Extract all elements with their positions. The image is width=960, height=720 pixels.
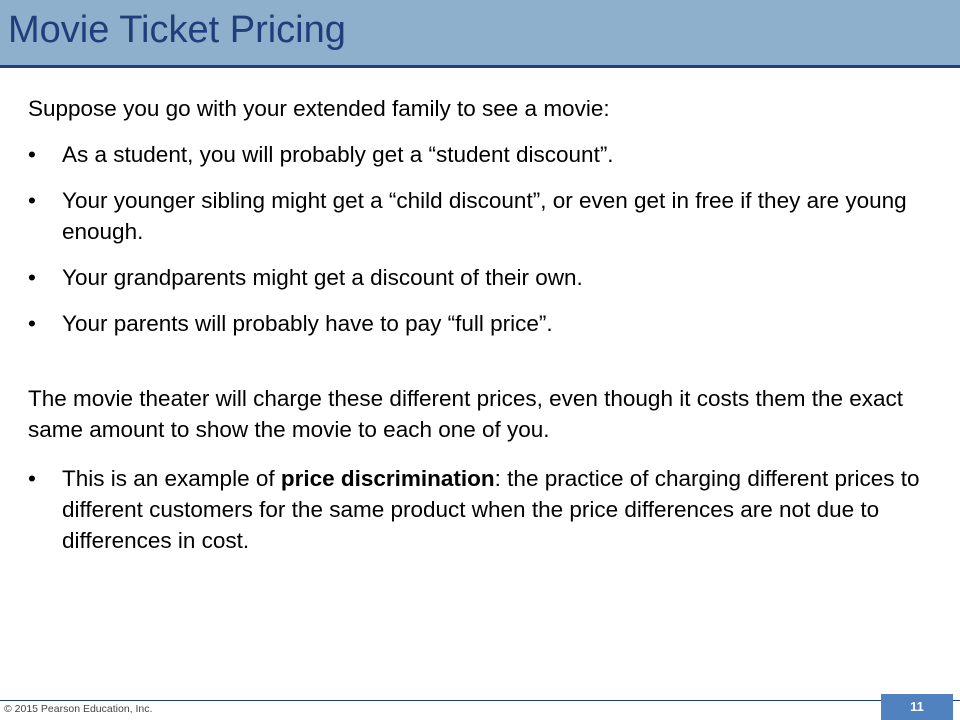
bullet-dot: • bbox=[28, 311, 36, 336]
title-divider bbox=[0, 65, 960, 68]
bullet-dot: • bbox=[28, 188, 36, 213]
explanation-paragraph: The movie theater will charge these different prices, even though it costs them the exact same amount to show the movie to each one of you. bbox=[28, 386, 904, 442]
bullet-dot: • bbox=[28, 466, 36, 491]
bullet-parents bbox=[28, 308, 928, 339]
page-number-badge: 11 bbox=[881, 694, 953, 720]
footer-divider bbox=[0, 700, 960, 701]
title-bar bbox=[0, 0, 960, 65]
bullet-text: Your grandparents might get a discount of their own. bbox=[62, 265, 583, 290]
bullet-text: Your parents will probably have to pay “full price”. bbox=[62, 311, 553, 336]
intro-text: Suppose you go with your extended family to see a movie: bbox=[28, 96, 610, 121]
definition-prefix: This is an example of bbox=[62, 466, 281, 491]
slide-title: Movie Ticket Pricing bbox=[8, 9, 346, 51]
bullet-student bbox=[28, 139, 928, 170]
bullet-sibling bbox=[28, 185, 928, 247]
bullet-dot: • bbox=[28, 265, 36, 290]
definition-suffix: : the practice of charging different prices to different customers for the same product when the price differences are not due to differences in cost. bbox=[62, 466, 920, 553]
bullet-text: As a student, you will probably get a “student discount”. bbox=[62, 142, 614, 167]
bullet-dot: • bbox=[28, 142, 36, 167]
bullet-definition bbox=[28, 463, 928, 556]
definition-term: price discrimination bbox=[280, 466, 495, 491]
copyright-notice: © 2015 Pearson Education, Inc. bbox=[4, 703, 153, 715]
bullet-text: Your younger sibling might get a “child discount”, or even get in free if they are young enough. bbox=[62, 188, 907, 244]
bullet-grandparents bbox=[28, 262, 928, 293]
slide-body bbox=[28, 93, 928, 556]
